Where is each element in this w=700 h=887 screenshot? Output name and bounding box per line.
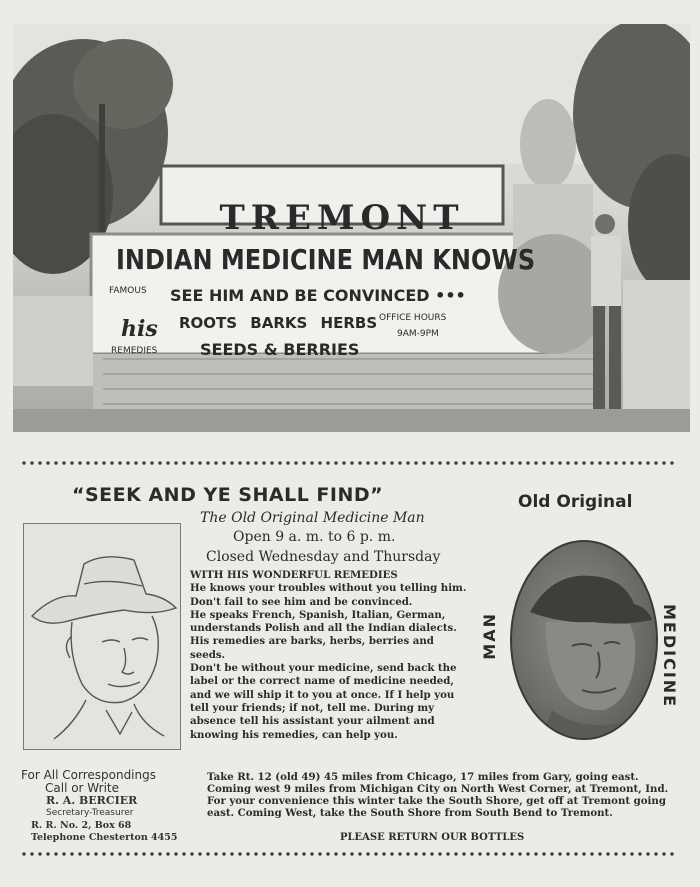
hours-open: Open 9 a. m. to 6 p. m. — [233, 529, 396, 545]
sign-famous: FAMOUS — [109, 286, 147, 296]
medallion-label-medicine: MEDICINE — [660, 604, 679, 709]
sign-hours: 9AM-9PM — [397, 329, 439, 339]
body-paragraph: He speaks French, Spanish, Italian, German, understands Polish and all the Indian dialects. — [190, 608, 457, 635]
contact-line1: For All Correspondings — [21, 768, 156, 782]
body-paragraph: He knows your troubles without you telling him. Don't fail to see him and be convinced. — [190, 582, 467, 608]
sign-office-hours: OFFICE HOURS — [379, 313, 447, 323]
return-bottles-notice: PLEASE RETURN OUR BOTTLES — [340, 832, 525, 843]
contact-line2: Call or Write — [45, 781, 119, 795]
billboard-photo — [13, 24, 690, 432]
body-heading: WITH HIS WONDERFUL REMEDIES — [190, 569, 398, 581]
sign-title: TREMONT — [219, 198, 465, 238]
headline: “SEEK AND YE SHALL FIND” — [72, 484, 384, 506]
portrait-drawing — [24, 524, 180, 749]
sign-line-convinced: SEE HIM AND BE CONVINCED ••• — [170, 286, 466, 305]
medallion-label-man: MAN — [480, 612, 499, 660]
sign-line-seeds: SEEDS & BERRIES — [200, 340, 360, 359]
directions-text: Take Rt. 12 (old 49) 45 miles from Chicago, 17 miles from Gary, going east. Coming west 9 miles from Michigan City on North West Corner, at Tremont, Ind. For your convenience this winter take the South Shore, get off at Tremont going east. Coming West, take the South Shore from South Bend to Tremont. — [207, 771, 669, 819]
body-paragraph: Don't be without your medicine, send back the label or the correct name of medicine needed, and we will ship it to you at once. If I help you tell your friends; if not, tell me. During my absence tell his assistant your ailment and knowing his remedies, can help you. — [190, 662, 457, 741]
portrait-sketch — [23, 523, 181, 750]
contact-telephone: Telephone Chesterton 4455 — [31, 832, 178, 843]
contact-address: R. R. No. 2, Box 68 — [31, 820, 132, 831]
hours-closed: Closed Wednesday and Thursday — [206, 549, 441, 565]
body-text — [190, 569, 472, 742]
sign-headline: INDIAN MEDICINE MAN KNOWS — [116, 243, 536, 277]
bottom-divider — [20, 850, 676, 858]
body-paragraph: His remedies are barks, herbs, berries and seeds. — [190, 635, 434, 661]
sign-remedies: REMEDIES — [111, 346, 158, 356]
subtitle: The Old Original Medicine Man — [200, 510, 425, 526]
old-original-label: Old Original — [518, 492, 633, 512]
contact-role: Secretary-Treasurer — [46, 808, 134, 818]
contact-name: R. A. BERCIER — [46, 794, 138, 807]
medallion-drawing — [512, 542, 656, 738]
medallion-portrait — [510, 540, 658, 740]
sign-his: his — [121, 316, 158, 342]
sign-line-roots: ROOTS BARKS HERBS — [179, 314, 378, 332]
top-divider — [20, 459, 676, 467]
